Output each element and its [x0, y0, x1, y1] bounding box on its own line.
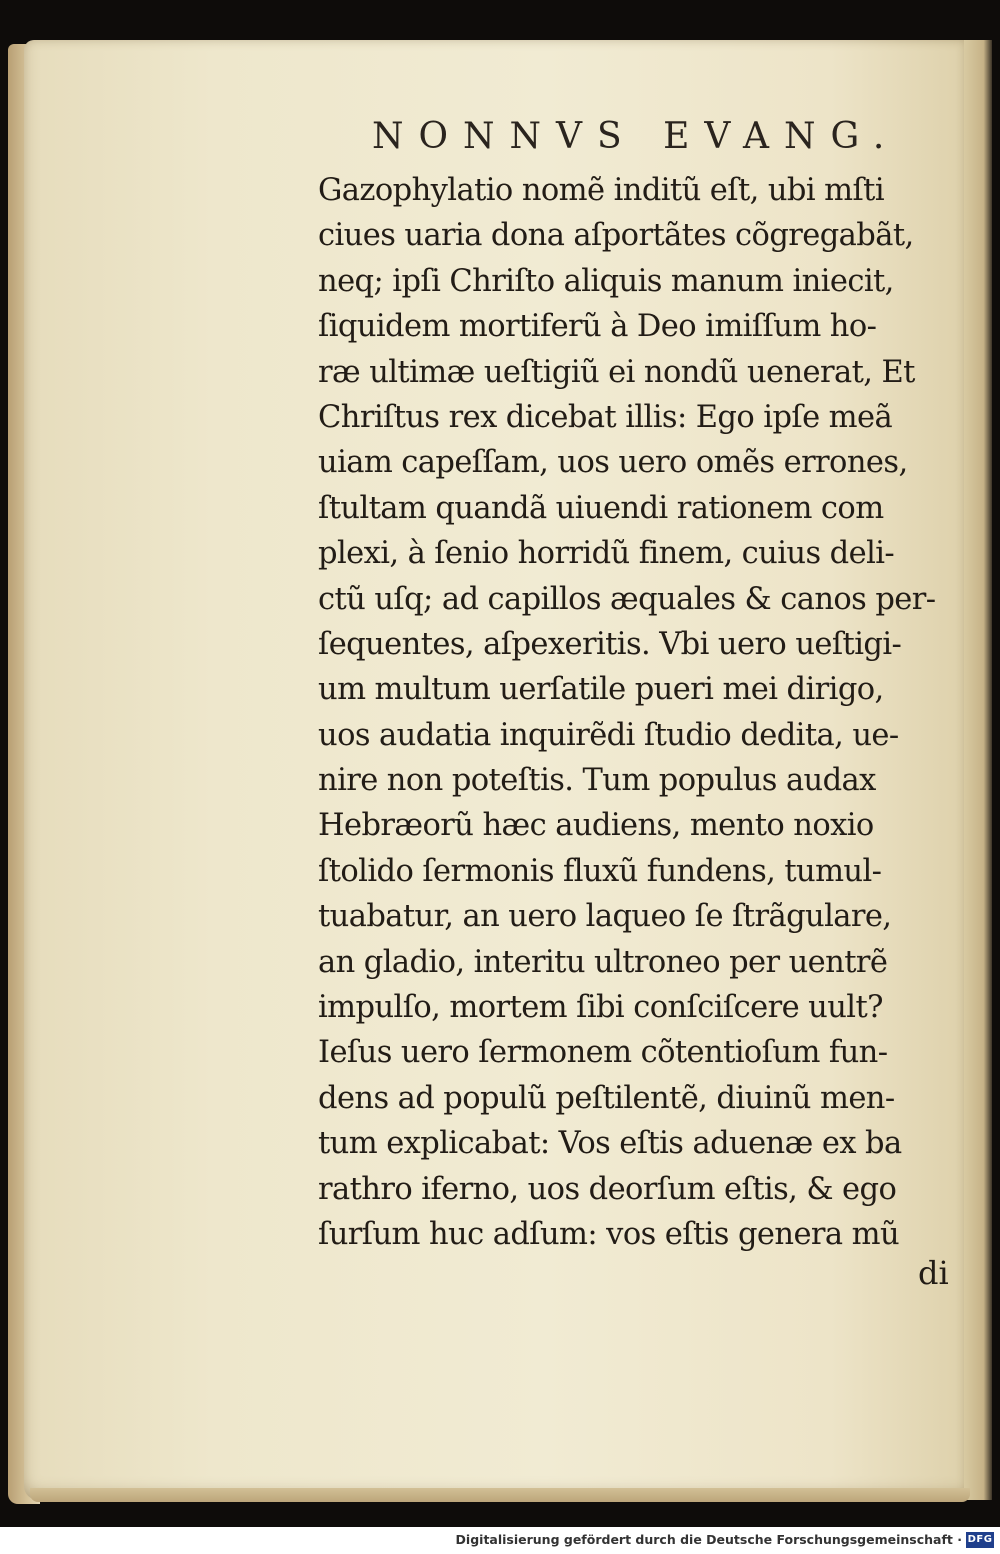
text-line: an gladio, interitu ultroneo per uentrẽ	[318, 943, 888, 980]
text-line: Hebræorũ hæc audiens, mento noxio	[318, 807, 874, 844]
text-line: ſtultam quandã uiuendi rationem com	[318, 489, 884, 526]
text-line: ctũ uſq; ad capillos æquales & canos per-	[318, 580, 936, 617]
running-head: NONNVS EVANG.	[372, 116, 900, 157]
footer-credit: Digitalisierung gefördert durch die Deutsche Forschungsgemeinschaft ·	[455, 1532, 962, 1547]
text-line: plexi, à ſenio horridũ finem, cuius deli-	[318, 535, 895, 572]
text-line: tum explicabat: Vos eſtis aduenæ ex ba	[318, 1125, 902, 1162]
text-line: ciues uaria dona aſportãtes cõgregabãt,	[318, 217, 914, 254]
page-gutter	[964, 40, 992, 1500]
text-line: ræ ultimæ ueſtigiũ ei nondũ uenerat, Et	[318, 353, 915, 390]
text-line: ſequentes, aſpexeritis. Vbi uero ueſtigi-	[318, 625, 902, 662]
text-line: dens ad populũ peſtilentẽ, diuinũ men-	[318, 1079, 895, 1116]
dfg-logo-icon: DFG	[966, 1532, 994, 1548]
text-line: tuabatur, an uero laqueo ſe ſtrãgulare,	[318, 898, 892, 935]
catchword: di	[918, 1254, 949, 1292]
text-line: ſiquidem mortiferũ à Deo imiſſum ho-	[318, 308, 877, 345]
text-line: uiam capeſſam, uos uero omẽs errones,	[318, 444, 908, 481]
text-line: Gazophylatio nomẽ inditũ eſt, ubi mſti	[318, 172, 885, 208]
text-block	[318, 168, 958, 1257]
text-line: Ieſus uero ſermonem cõtentioſum fun-	[318, 1034, 888, 1071]
text-line: ſurſum huc adſum: vos eſtis genera mũ	[318, 1215, 900, 1252]
page-bottom-edge	[30, 1488, 970, 1502]
text-line: um multum uerſatile pueri mei dirigo,	[318, 671, 884, 708]
text-line: impulſo, mortem ſibi conſciſcere uult?	[318, 989, 883, 1026]
text-line: Chriſtus rex dicebat illis: Ego ipſe meã	[318, 398, 893, 435]
text-line: rathro iferno, uos deorſum eſtis, & ego	[318, 1170, 897, 1207]
text-line: ſtolido ſermonis fluxũ fundens, tumul-	[318, 852, 882, 889]
footer-bar	[0, 1527, 1000, 1554]
text-line: neq; ipſi Chriſto aliquis manum iniecit,	[318, 262, 894, 299]
text-line: uos audatia inquirẽdi ſtudio dedita, ue-	[318, 716, 899, 753]
text-line: nire non poteſtis. Tum populus audax	[318, 762, 876, 799]
